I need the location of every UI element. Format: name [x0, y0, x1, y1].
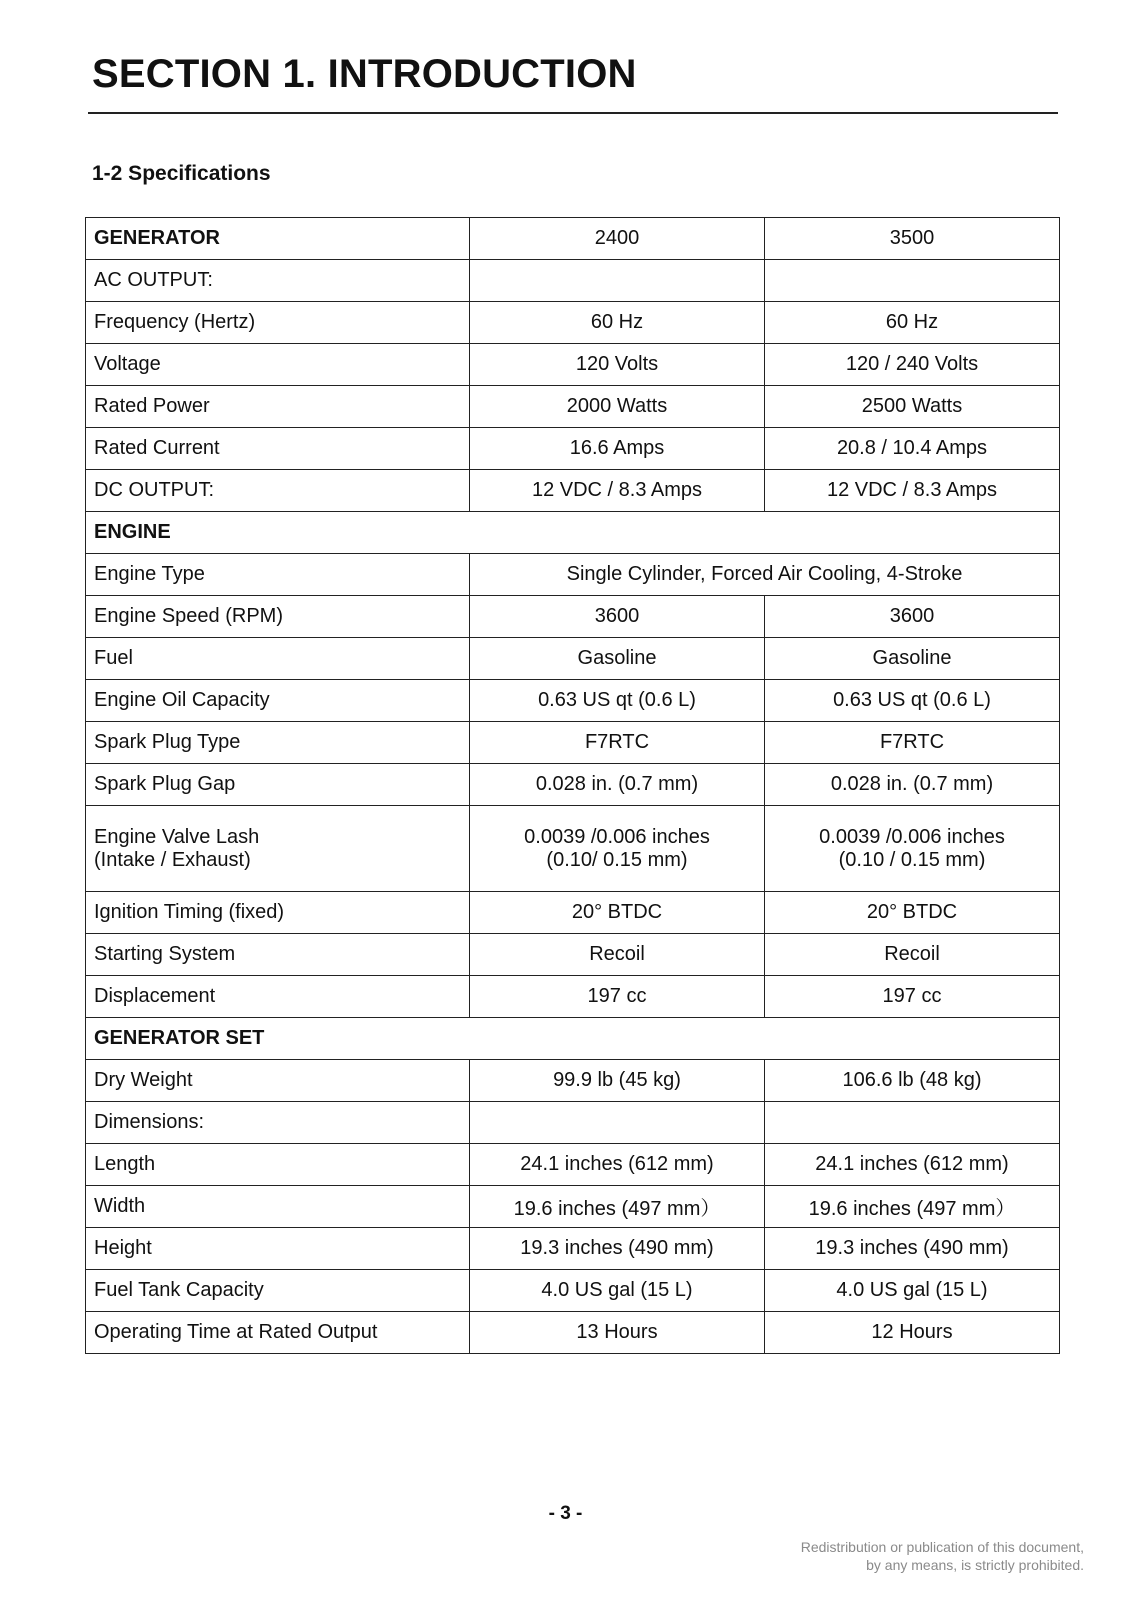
- spec-value-cell-3500: 0.63 US qt (0.6 L): [765, 680, 1060, 722]
- spec-label-cell: [86, 806, 470, 892]
- spec-value-cell-3500: [765, 260, 1060, 302]
- spec-label-cell: Operating Time at Rated Output: [86, 1312, 470, 1354]
- table-row: [86, 722, 1060, 764]
- spec-value-cell-3500: 120 / 240 Volts: [765, 344, 1060, 386]
- table-row: [86, 470, 1060, 512]
- spec-value-cell-3500: Gasoline: [765, 638, 1060, 680]
- spec-value-cell-3500: 19.3 inches (490 mm): [765, 1228, 1060, 1270]
- spec-label-cell-line-2: (Intake / Exhaust): [94, 848, 251, 871]
- table-row: [86, 638, 1060, 680]
- spec-label-cell: Fuel: [86, 638, 470, 680]
- spec-value-cell-2400-line-2: (0.10/ 0.15 mm): [546, 848, 688, 871]
- spec-value-cell-3500: 0.028 in. (0.7 mm): [765, 764, 1060, 806]
- spec-value-cell-2400: 2400: [470, 218, 765, 260]
- spec-value-cell-3500: [765, 1102, 1060, 1144]
- spec-value-cell-2400: 13 Hours: [470, 1312, 765, 1354]
- spec-value-cell-merged: Single Cylinder, Forced Air Cooling, 4-Stroke: [470, 554, 1060, 596]
- table-row: [86, 680, 1060, 722]
- spec-value-cell-2400: 20° BTDC: [470, 892, 765, 934]
- table-row: [86, 1312, 1060, 1354]
- spec-value-cell-2400: 12 VDC / 8.3 Amps: [470, 470, 765, 512]
- spec-value-cell-2400: F7RTC: [470, 722, 765, 764]
- table-row: [86, 976, 1060, 1018]
- spec-value-cell-3500: 12 VDC / 8.3 Amps: [765, 470, 1060, 512]
- section-heading-cell: ENGINE: [86, 512, 1060, 554]
- spec-label-cell: Height: [86, 1228, 470, 1270]
- spec-label-cell: Length: [86, 1144, 470, 1186]
- table-row: [86, 934, 1060, 976]
- spec-value-cell-2400: [470, 806, 765, 892]
- spec-label-cell: Frequency (Hertz): [86, 302, 470, 344]
- spec-value-cell-2400: 60 Hz: [470, 302, 765, 344]
- copyright-notice: [801, 1538, 1084, 1574]
- spec-value-cell-3500: 24.1 inches (612 mm): [765, 1144, 1060, 1186]
- spec-value-cell-3500: 3600: [765, 596, 1060, 638]
- spec-label-cell: Displacement: [86, 976, 470, 1018]
- spec-label-cell: Spark Plug Type: [86, 722, 470, 764]
- spec-value-cell-2400: [470, 1102, 765, 1144]
- spec-label-cell: GENERATOR: [86, 218, 470, 260]
- table-row: [86, 344, 1060, 386]
- spec-label-cell: Spark Plug Gap: [86, 764, 470, 806]
- section-heading-cell: GENERATOR SET: [86, 1018, 1060, 1060]
- title-divider: [88, 112, 1058, 114]
- table-section-row: [86, 512, 1060, 554]
- spec-value-cell-3500: 12 Hours: [765, 1312, 1060, 1354]
- section-title: SECTION 1. INTRODUCTION: [92, 52, 637, 96]
- spec-label-cell: AC OUTPUT:: [86, 260, 470, 302]
- spec-label-cell: Ignition Timing (fixed): [86, 892, 470, 934]
- table-row: [86, 428, 1060, 470]
- spec-label-cell: Engine Type: [86, 554, 470, 596]
- spec-value-cell-2400: [470, 260, 765, 302]
- specifications-table: [85, 217, 1060, 1354]
- spec-value-cell-2400: 24.1 inches (612 mm): [470, 1144, 765, 1186]
- spec-label-cell: Fuel Tank Capacity: [86, 1270, 470, 1312]
- spec-label-cell: Engine Speed (RPM): [86, 596, 470, 638]
- spec-label-cell: Engine Oil Capacity: [86, 680, 470, 722]
- spec-label-cell: Starting System: [86, 934, 470, 976]
- table-row: [86, 596, 1060, 638]
- spec-value-cell-3500: [765, 806, 1060, 892]
- spec-label-cell: Dimensions:: [86, 1102, 470, 1144]
- spec-value-cell-3500: 20° BTDC: [765, 892, 1060, 934]
- copyright-notice-line-2: by any means, is strictly prohibited.: [866, 1557, 1084, 1573]
- table-row: [86, 260, 1060, 302]
- copyright-notice-line-1: Redistribution or publication of this document,: [800, 1539, 1084, 1555]
- spec-value-cell-3500: 197 cc: [765, 976, 1060, 1018]
- spec-value-cell-2400: 19.3 inches (490 mm): [470, 1228, 765, 1270]
- table-row: [86, 892, 1060, 934]
- spec-value-cell-2400: 2000 Watts: [470, 386, 765, 428]
- table-row: [86, 218, 1060, 260]
- spec-value-cell-2400: 99.9 lb (45 kg): [470, 1060, 765, 1102]
- table-row: [86, 1186, 1060, 1228]
- spec-value-cell-2400-line-1: 0.0039 /0.006 inches: [524, 825, 710, 848]
- page-number: - 3 -: [548, 1503, 583, 1524]
- spec-label-cell: Rated Current: [86, 428, 470, 470]
- spec-value-cell-2400: 0.028 in. (0.7 mm): [470, 764, 765, 806]
- spec-value-cell-3500-line-2: (0.10 / 0.15 mm): [838, 848, 986, 871]
- spec-value-cell-3500: 19.6 inches (497 mm）: [765, 1186, 1060, 1228]
- spec-label-cell: Dry Weight: [86, 1060, 470, 1102]
- spec-value-cell-2400: 197 cc: [470, 976, 765, 1018]
- spec-value-cell-3500: 2500 Watts: [765, 386, 1060, 428]
- table-row: [86, 1270, 1060, 1312]
- spec-label-cell: Width: [86, 1186, 470, 1228]
- table-section-row: [86, 1018, 1060, 1060]
- table-row: [86, 302, 1060, 344]
- spec-value-cell-3500: F7RTC: [765, 722, 1060, 764]
- table-row: [86, 1060, 1060, 1102]
- spec-value-cell-2400: 16.6 Amps: [470, 428, 765, 470]
- spec-label-cell: DC OUTPUT:: [86, 470, 470, 512]
- table-row: [86, 1102, 1060, 1144]
- spec-value-cell-2400: 120 Volts: [470, 344, 765, 386]
- spec-value-cell-2400: Gasoline: [470, 638, 765, 680]
- spec-value-cell-2400: Recoil: [470, 934, 765, 976]
- subsection-title: 1-2 Specifications: [92, 162, 271, 185]
- spec-value-cell-3500: 20.8 / 10.4 Amps: [765, 428, 1060, 470]
- spec-label-cell-line-1: Engine Valve Lash: [94, 825, 260, 848]
- table-row: [86, 386, 1060, 428]
- spec-label-cell: Rated Power: [86, 386, 470, 428]
- spec-value-cell-3500: 106.6 lb (48 kg): [765, 1060, 1060, 1102]
- spec-value-cell-2400: 19.6 inches (497 mm）: [470, 1186, 765, 1228]
- table-row: [86, 764, 1060, 806]
- spec-label-cell: Voltage: [86, 344, 470, 386]
- spec-value-cell-2400: 3600: [470, 596, 765, 638]
- spec-value-cell-2400: 0.63 US qt (0.6 L): [470, 680, 765, 722]
- spec-value-cell-2400: 4.0 US gal (15 L): [470, 1270, 765, 1312]
- spec-value-cell-3500: 60 Hz: [765, 302, 1060, 344]
- specifications-table-body: [86, 218, 1060, 1354]
- table-row: [86, 1228, 1060, 1270]
- spec-value-cell-3500: 3500: [765, 218, 1060, 260]
- table-row: [86, 554, 1060, 596]
- table-row: [86, 1144, 1060, 1186]
- table-row: [86, 806, 1060, 892]
- spec-value-cell-3500-line-1: 0.0039 /0.006 inches: [819, 825, 1005, 848]
- spec-value-cell-3500: Recoil: [765, 934, 1060, 976]
- spec-value-cell-3500: 4.0 US gal (15 L): [765, 1270, 1060, 1312]
